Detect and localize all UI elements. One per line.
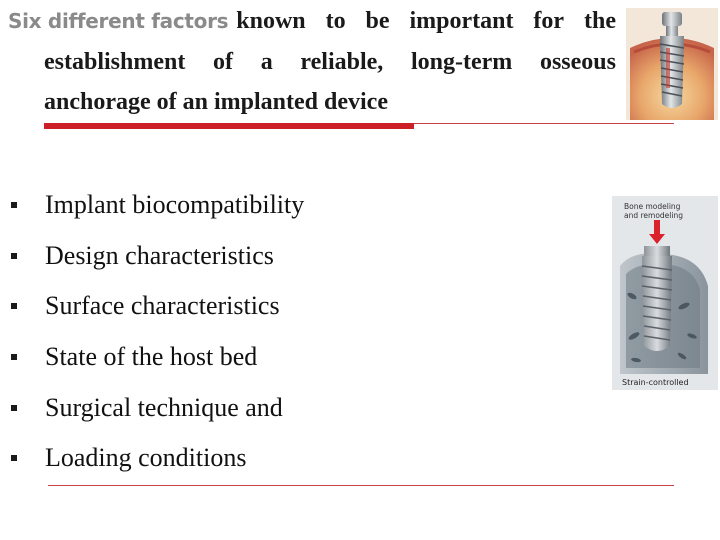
square-bullet-icon [11,354,17,360]
title-word: of [213,49,234,75]
square-bullet-icon [11,405,17,411]
title-line-2 [44,42,616,82]
list-item-label: Design characteristics [45,240,274,270]
list-item [8,433,568,484]
title-continuation [8,42,616,122]
title-word: osseous [539,49,616,75]
list-item [8,231,568,282]
diagram-label-bottom: Strain-controlled [622,378,689,387]
title-lead: Six different factors [8,9,229,33]
title-line-3: anchorage of an implanted device [44,89,388,115]
title-word: be [365,8,390,34]
factor-list [8,180,568,484]
square-bullet-icon [11,303,17,309]
title-word: establishment [44,49,186,75]
list-item [8,332,568,383]
slide-title [8,8,616,122]
title-word: a [260,49,273,75]
title-word: known [236,8,306,34]
list-item [8,180,568,231]
list-item-label: Loading conditions [45,443,247,473]
title-line-1 [8,8,616,42]
title-underline-accent [44,123,414,129]
dental-implant-illustration-icon [626,8,718,120]
list-item-label: State of the host bed [45,342,258,372]
square-bullet-icon [11,202,17,208]
list-item-label: Implant biocompatibility [45,190,305,220]
list-item [8,281,568,332]
square-bullet-icon [11,455,17,461]
title-word: the [584,8,616,34]
title-word: long-term [410,49,513,75]
title-word: for [533,8,565,34]
title-rest [228,8,616,35]
list-item-label: Surgical technique and [45,392,283,422]
title-word: to [325,8,346,34]
diagram-label-top-1: Bone modeling [624,202,681,211]
square-bullet-icon [11,253,17,259]
bone-modeling-diagram [612,196,718,390]
footer-rule [48,485,674,486]
list-item [8,382,568,433]
diagram-label-top-2: and remodeling [624,211,683,220]
title-word: important [409,8,514,34]
title-word: reliable, [300,49,384,75]
list-item-label: Surface characteristics [45,291,280,321]
